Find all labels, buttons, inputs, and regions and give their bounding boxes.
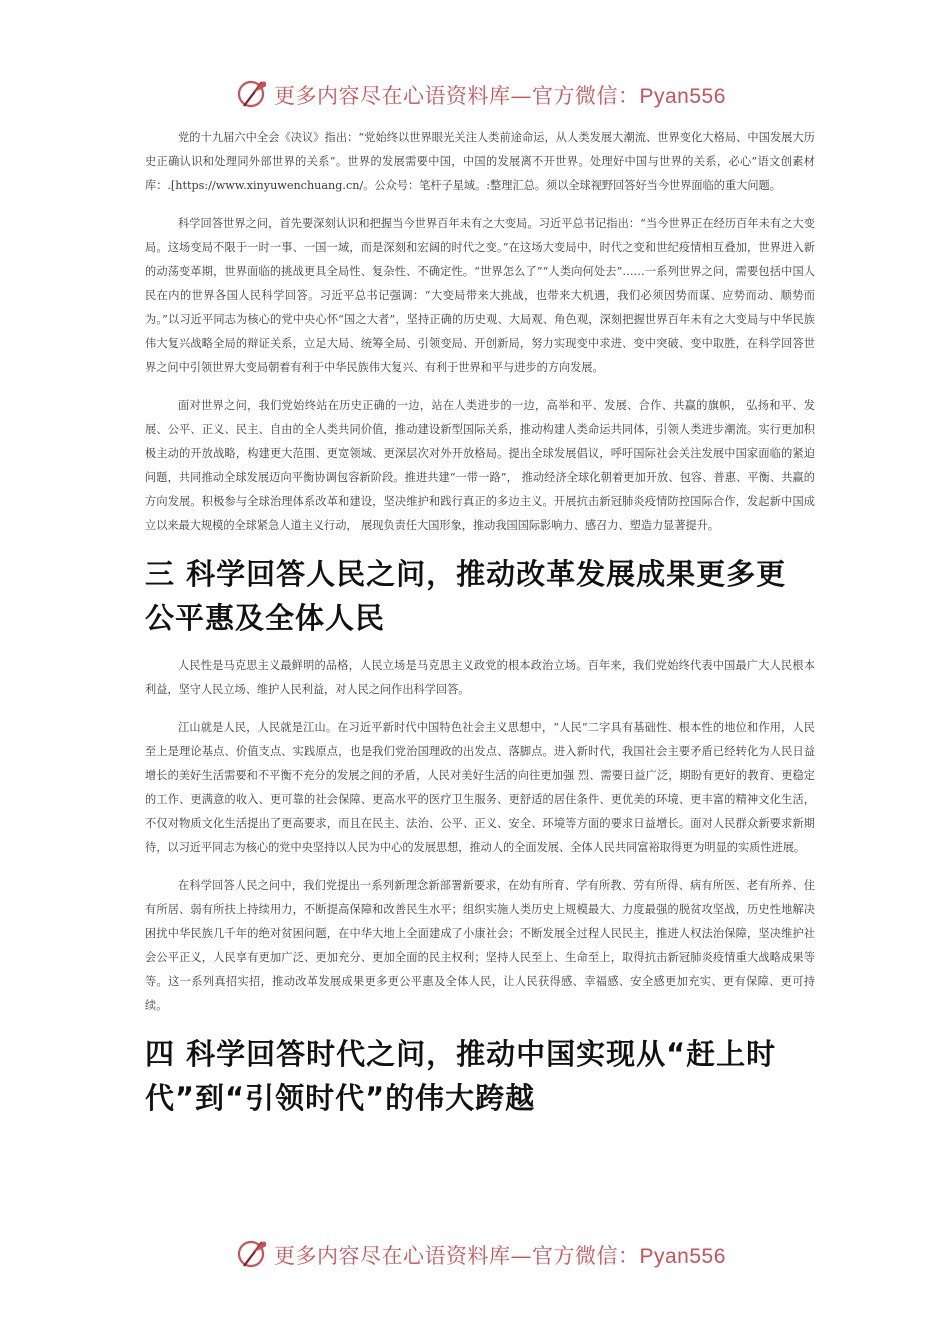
paragraph: 科学回答世界之问，首先要深刻认识和把握当今世界百年未有之大变局。习近平总书记指出：“当今世界正在经历百年未有之大变局。这场变局不限于一时一事、一国一域，而是深刻和宏阔的时代之变。”在这场大变局中，时代之变和世纪疫情相互叠加，世界进入新的动荡变革期，世界面临的挑战更具全局性、复杂性、不确定性。“世界怎么了”“人类向何处去”……一系列世界之问，需要包括中国人民在内的世界各国人民科学回答。习近平总书记强调：“大变局带来大挑战，也带来大机遇，我们必须因势而谋、应势而动、顺势而为。”以习近平同志为核心的党中央心怀“国之大者”，坚持正确的历史观、大局观、角色观，深刻把握世界百年未有之大变局与中华民族伟大复兴战略全局的辩证关系，立足大局、统筹全局、引领变局、开创新局，努力实现变中求进、变中突破、变中取胜，在科学回答世界之问中引领世界大变局朝着有利于中华民族伟大复兴、有利于世界和平与进步的方向发展。 [145,217,815,374]
document-body [145,126,815,1134]
banner-text: 更多内容尽在心语资料库—官方微信：Pyan556 [274,1244,726,1268]
wechat-id: Pyan556 [639,85,726,108]
paragraph: 人民性是马克思主义最鲜明的品格，人民立场是马克思主义政党的根本政治立场。百年来，我们党始终代表中国最广大人民根本利益，坚守人民立场、维护人民利益，对人民之问作出科学回答。 [145,659,815,696]
wechat-id: Pyan556 [639,1245,726,1268]
paragraph: 江山就是人民，人民就是江山。在习近平新时代中国特色社会主义思想中，“人民”二字具有基础性、根本性的地位和作用，人民至上是理论基点、价值支点、实践原点，也是我们党治国理政的出发点、落脚点。进入新时代，我国社会主要矛盾已经转化为人民日益增长的美好生活需要和不平衡不充分的发展之间的矛盾，人民对美好生活的向往更加强 烈、需要日益广泛，期盼有更好的教育、更稳定的工作、更满意的收入、更可靠的社会保障、更高水平的医疗卫生服务、更舒适的居住条件、更优美的环境、更丰富的精神文化生活，不仅对物质文化生活提出了更高要求，而且在民主、法治、公平、正义、安全、环境等方面的要求日益增长。面对人民群众新要求新期待，以习近平同志为核心的党中央坚持以人民为中心的发展思想，推动人的全面发展、全体人民共同富裕取得更为明显的实质性进展。 [145,721,815,854]
section-heading-4: 四 科学回答时代之问，推动中国实现从“赶上时代”到“引领时代”的伟大跨越 [145,1037,777,1115]
paragraph: 党的十九届六中全会《决议》指出：“党始终以世界眼光关注人类前途命运，从人类发展大潮流、世界变化大格局、中国发展大历史正确认识和处理同外部世界的关系”。世界的发展需要中国，中国的发展离不开世界。处理好中国与世界的关系，必心”语文创素材库：.[https://www.xinyuwenchuang.cn/。公众号：笔杆子星域。:整理汇总。须以全球视野回答好当今世界面临的重大问题。 [145,131,815,192]
paragraph: 面对世界之问，我们党始终站在历史正确的一边，站在人类进步的一边，高举和平、发展、合作、共赢的旗帜， 弘扬和平、发展、公平、正义、民主、自由的全人类共同价值，推动建设新型国际关系，推动构建人类命运共同体，引领人类进步潮流。实行更加积极主动的开放战略，构建更大范围、更宽领域、更深层次对外开放格局。提出全球发展倡议，呼吁国际社会关注发展中国家面临的紧迫问题，共同推动全球发展迈向平衡协调包容新阶段。推进共建“一带一路”， 推动经济全球化朝着更加开放、包容、普惠、平衡、共赢的方向发展。积极参与全球治理体系改革和建设，坚决维护和践行真正的多边主义。开展抗击新冠肺炎疫情防控国际合作，发起新中国成立以来最大规模的全球紧急人道主义行动， 展现负责任大国形象，推动我国国际影响力、感召力、塑造力显著提升。 [145,399,815,532]
banner-text: 更多内容尽在心语资料库—官方微信：Pyan556 [274,84,726,108]
header-banner [0,74,950,114]
paragraph: 在科学回答人民之问中，我们党提出一系列新理念新部署新要求，在幼有所育、学有所教、劳有所得、病有所医、老有所养、住有所居、弱有所扶上持续用力，不断提高保障和改善民生水平；组织实施人类历史上规模最大、力度最强的脱贫攻坚战，历史性地解决困扰中华民族几千年的绝对贫困问题，在中华大地上全面建成了小康社会；不断发展全过程人民民主，推进人权法治保障，坚决维护社会公平正义，人民享有更加广泛、更加充分、更加全面的民主权利；坚持人民至上、生命至上，取得抗击新冠肺炎疫情重大战略成果等等。这一系列真招实招，推动改革发展成果更多更公平惠及全体人民，让人民获得感、幸福感、安全感更加充实、更有保障、更可持续。 [145,879,815,1012]
footer-banner [0,1234,950,1274]
feather-quill-logo-icon [236,76,270,110]
section-heading-3: 三 科学回答人民之问，推动改革发展成果更多更公平惠及全体人民 [145,557,787,635]
feather-quill-logo-icon [236,1236,270,1270]
